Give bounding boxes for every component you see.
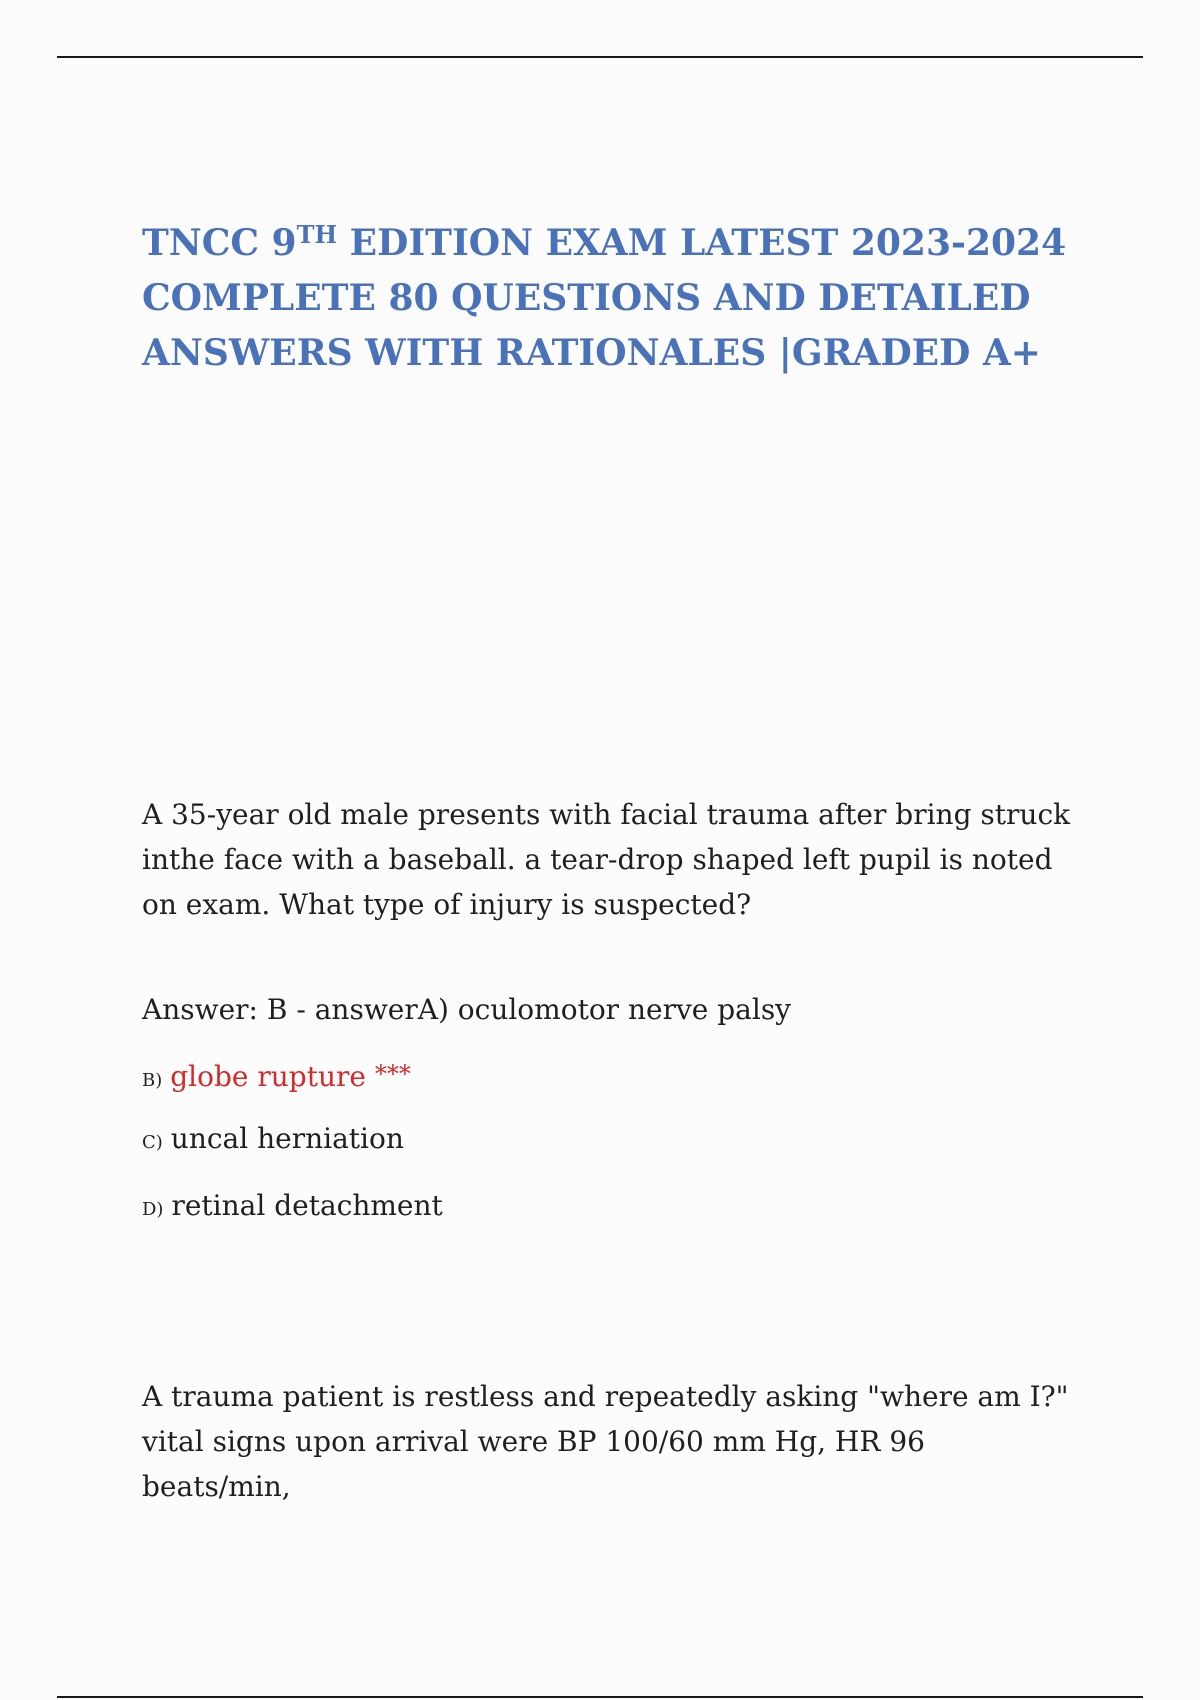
option-text: retinal detachment [171,1189,443,1222]
option-letter: D) [142,1199,164,1220]
option-c [142,1116,404,1165]
title-line-3: ANSWERS WITH RATIONALES |GRADED A+ [142,332,1041,374]
correct-option-text: globe rupture [170,1060,366,1093]
document-title [142,216,1067,381]
title-superscript: TH [296,220,338,249]
option-b [142,1052,411,1103]
option-d [142,1183,443,1232]
option-letter: C) [142,1132,163,1153]
title-line-1: TNCC 9TH EDITION EXAM LATEST 2023-2024 [142,220,1067,264]
option-letter: B) [142,1070,163,1091]
bottom-rule [57,1696,1143,1698]
title-line-2: COMPLETE 80 QUESTIONS AND DETAILED [142,277,1031,319]
top-rule [57,56,1143,58]
question-2-text: A trauma patient is restless and repeatedly asking "where am I?" vital signs upon arrival were BP 100/60 mm Hg, HR 96 beats/min, [142,1380,1069,1503]
question-1-answer: Answer: B - answerA) oculomotor nerve palsy [142,993,792,1026]
correct-marker: *** [374,1060,411,1088]
option-text: uncal herniation [170,1122,404,1155]
question-1-text: A 35-year old male presents with facial trauma after bring struck inthe face with a baseball. a tear-drop shaped left pupil is noted on exam. What type of injury is suspected? [142,798,1071,921]
